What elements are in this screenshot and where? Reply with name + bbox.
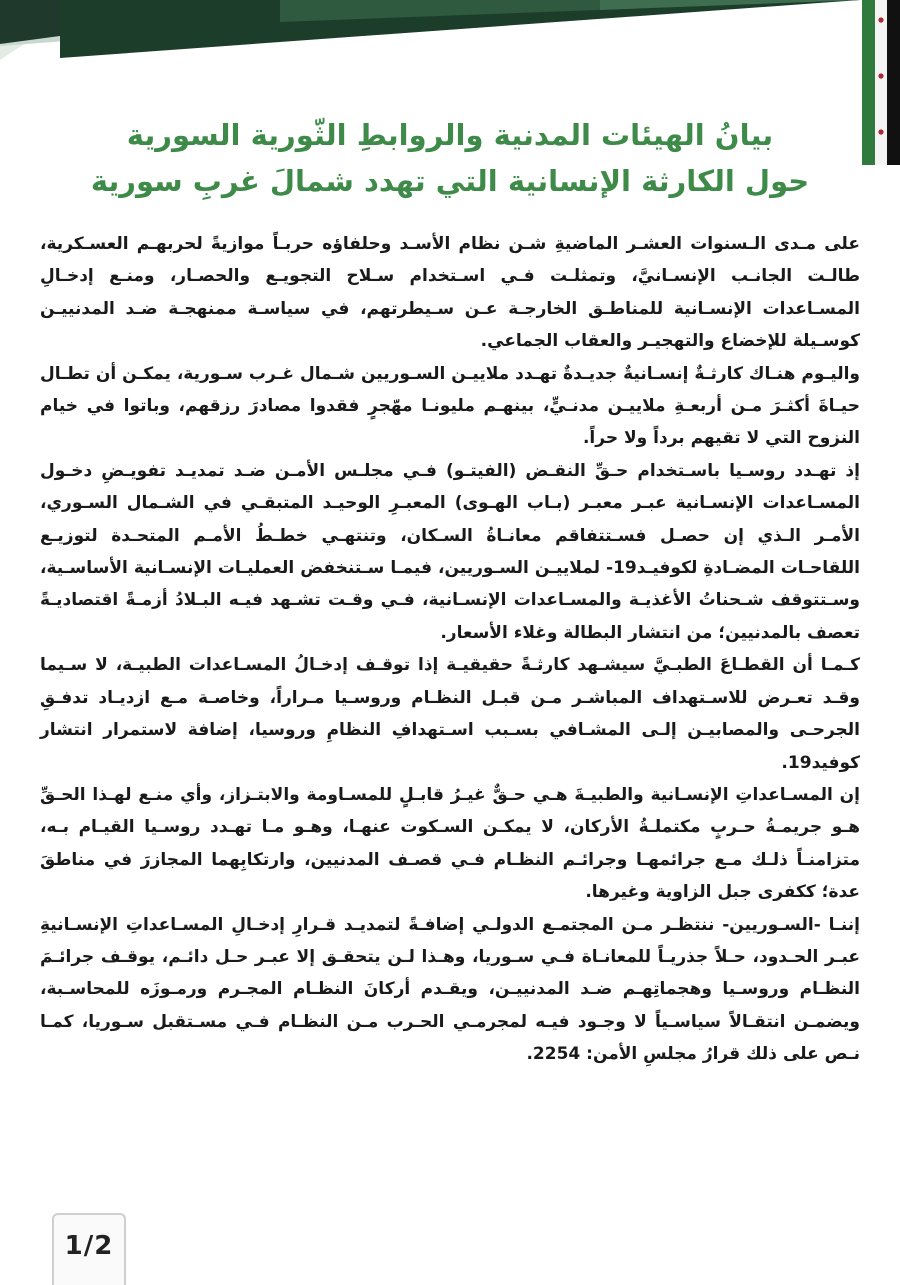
page-number-box [52,1213,126,1285]
title-line-2: حول الكارثة الإنسانية التي تهدد شمالَ غربِ سورية [90,164,810,198]
page-number: 1/2 [64,1231,114,1261]
flag-white-stripe [875,0,887,165]
statement-title [40,112,860,204]
flag-star [878,73,883,78]
title-line-1: بيانُ الهيئات المدنية والروابطِ الثّورية السورية [126,118,774,152]
statement-body [40,228,860,1071]
header-banner-decoration [0,0,900,70]
flag-green-stripe [862,0,875,165]
paragraph-4: كـمـا أن القطـاعَ الطبـيَّ سيشـهد كارثـةً حقيقيـة إذا توقـف إدخـالُ المسـاعدات الطبيـة، لا سـيما وقـد تعـرض للاسـتهداف المباشـر مـن قبـل النظـام وروسـيا مـراراً، وخاصـة مـع ازديـاد تدفـقِ الجرحـى والمصابيـن إلـى المشـافي بسـبب اسـتهدافِ النظامِ وروسيا، إضافة لاستمرار انتشار كوفيد19. [40,655,860,773]
flag-star [878,129,883,134]
paragraph-5: إن المسـاعداتِ الإنسـانية والطبيـةَ هـي حـقٌّ غيـرُ قابـلٍ للمسـاومة والابتـزاز، وأي منـع لهـذا الحـقِّ هـو جريمـةُ حـربٍ مكتملـةُ الأركان، لا يمكـن السـكوت عنهـا، وهـو مـا تهـدد روسـيا القيـام بـه، متزامنـاً ذلـك مـع جرائمهـا وجرائـم النظـام فـي قصـف المدنيين، وارتكابِهما المجازرَ في مناطقَ عدة؛ ككفرى جبل الزاوية وغيرها. [40,784,860,903]
paragraph-2: واليـوم هنـاك كارثـةٌ إنسـانيةٌ جديـدةٌ تهـدد ملاييـن السـوريين شـمال غـرب سـورية، يمكـن أن تطـال حيـاةَ أكثـرَ مـن أربعـةِ ملاييـن مدنـيٍّ، بينهـم مليونـا مهّجرٍ فقدوا مصادرَ رزقهم، وباتوا في خيام النزوح التي لا تقيهم برداً ولا حراً. [40,363,860,449]
flag-star [878,17,883,22]
paragraph-3: إذ تهـدد روسـيا باسـتخدام حـقِّ النقـض (الفيتـو) فـي مجلـس الأمـن ضـد تمديـد تفويـضِ دخـول المسـاعدات الإنسـانية عبـر معبـر (بـاب الهـوى) المعبـرِ الوحيـد المتبقـي في الشـمال السـوري، الأمـر الـذي إن حصـل فسـتتفاقم معانـاةُ السـكان، وتنتهـي خطـطُ الأمـم المتحـدة لتوزيـع اللقاحـات المضـادةِ لكوفيـد19- لملاييـن السـوريين، فيمـا سـتنخفض العمليـات الإنسـانية الأساسـية، وسـتتوقف شـحناتُ الأغذيـة والمسـاعدات الإنسـانية، فـي وقـت تشـهد فيـه البـلادُ أزمـةً اقتصاديـةً تعصف بالمدنيين؛ من انتشار البطالة وغلاء الأسعار. [40,460,861,643]
flag-black-stripe [887,0,900,165]
paragraph-1: على مـدى الـسنوات العشـر الماضيةِ شـن نظام الأسـد وحلفاؤه حربـاً موازيةً لحربهـم العسـكرية، طالـت الجانـب الإنسـانيَّ، وتمثلـت فـي اسـتخدام سـلاح التجويـع والحصـار، ومنـع إدخـالِ المسـاعدات الإنسـانية للمناطـق الخارجـة عـن سـيطرتهم، في سياسـة ممنهجـة ضـد المدنييـن كوسـيلة للإخضاع والتهجيـر والعقاب الجماعي. [40,234,860,352]
paragraph-6: إننـا -السـوريين- ننتظـر مـن المجتمـع الدولـي إضافـةً لتمديـد قـرارِ إدخـالِ المسـاعداتِ الإنسـانيةِ عبـر الحـدود، حـلاً جذريـاً للمعانـاة فـي سـوريا، وهـذا لـن يتحقـق إلا عبـر حـل دائـم، يوقـف جرائـمَ النظـام وروسـيا وهجماتِهـم ضـد المدنييـن، ويقـدم أركانَ النظـام المجـرم ورمـوزَه للمحاسـبة، ويضمـن انتقـالاً سياسـياً لا وجـود فيـه لمجرمـي الحـرب مـن النظـام فـي مسـتقبل سـوريا، كمـا نـص على ذلك قرارُ مجلسِ الأمن: 2254. [40,914,860,1065]
